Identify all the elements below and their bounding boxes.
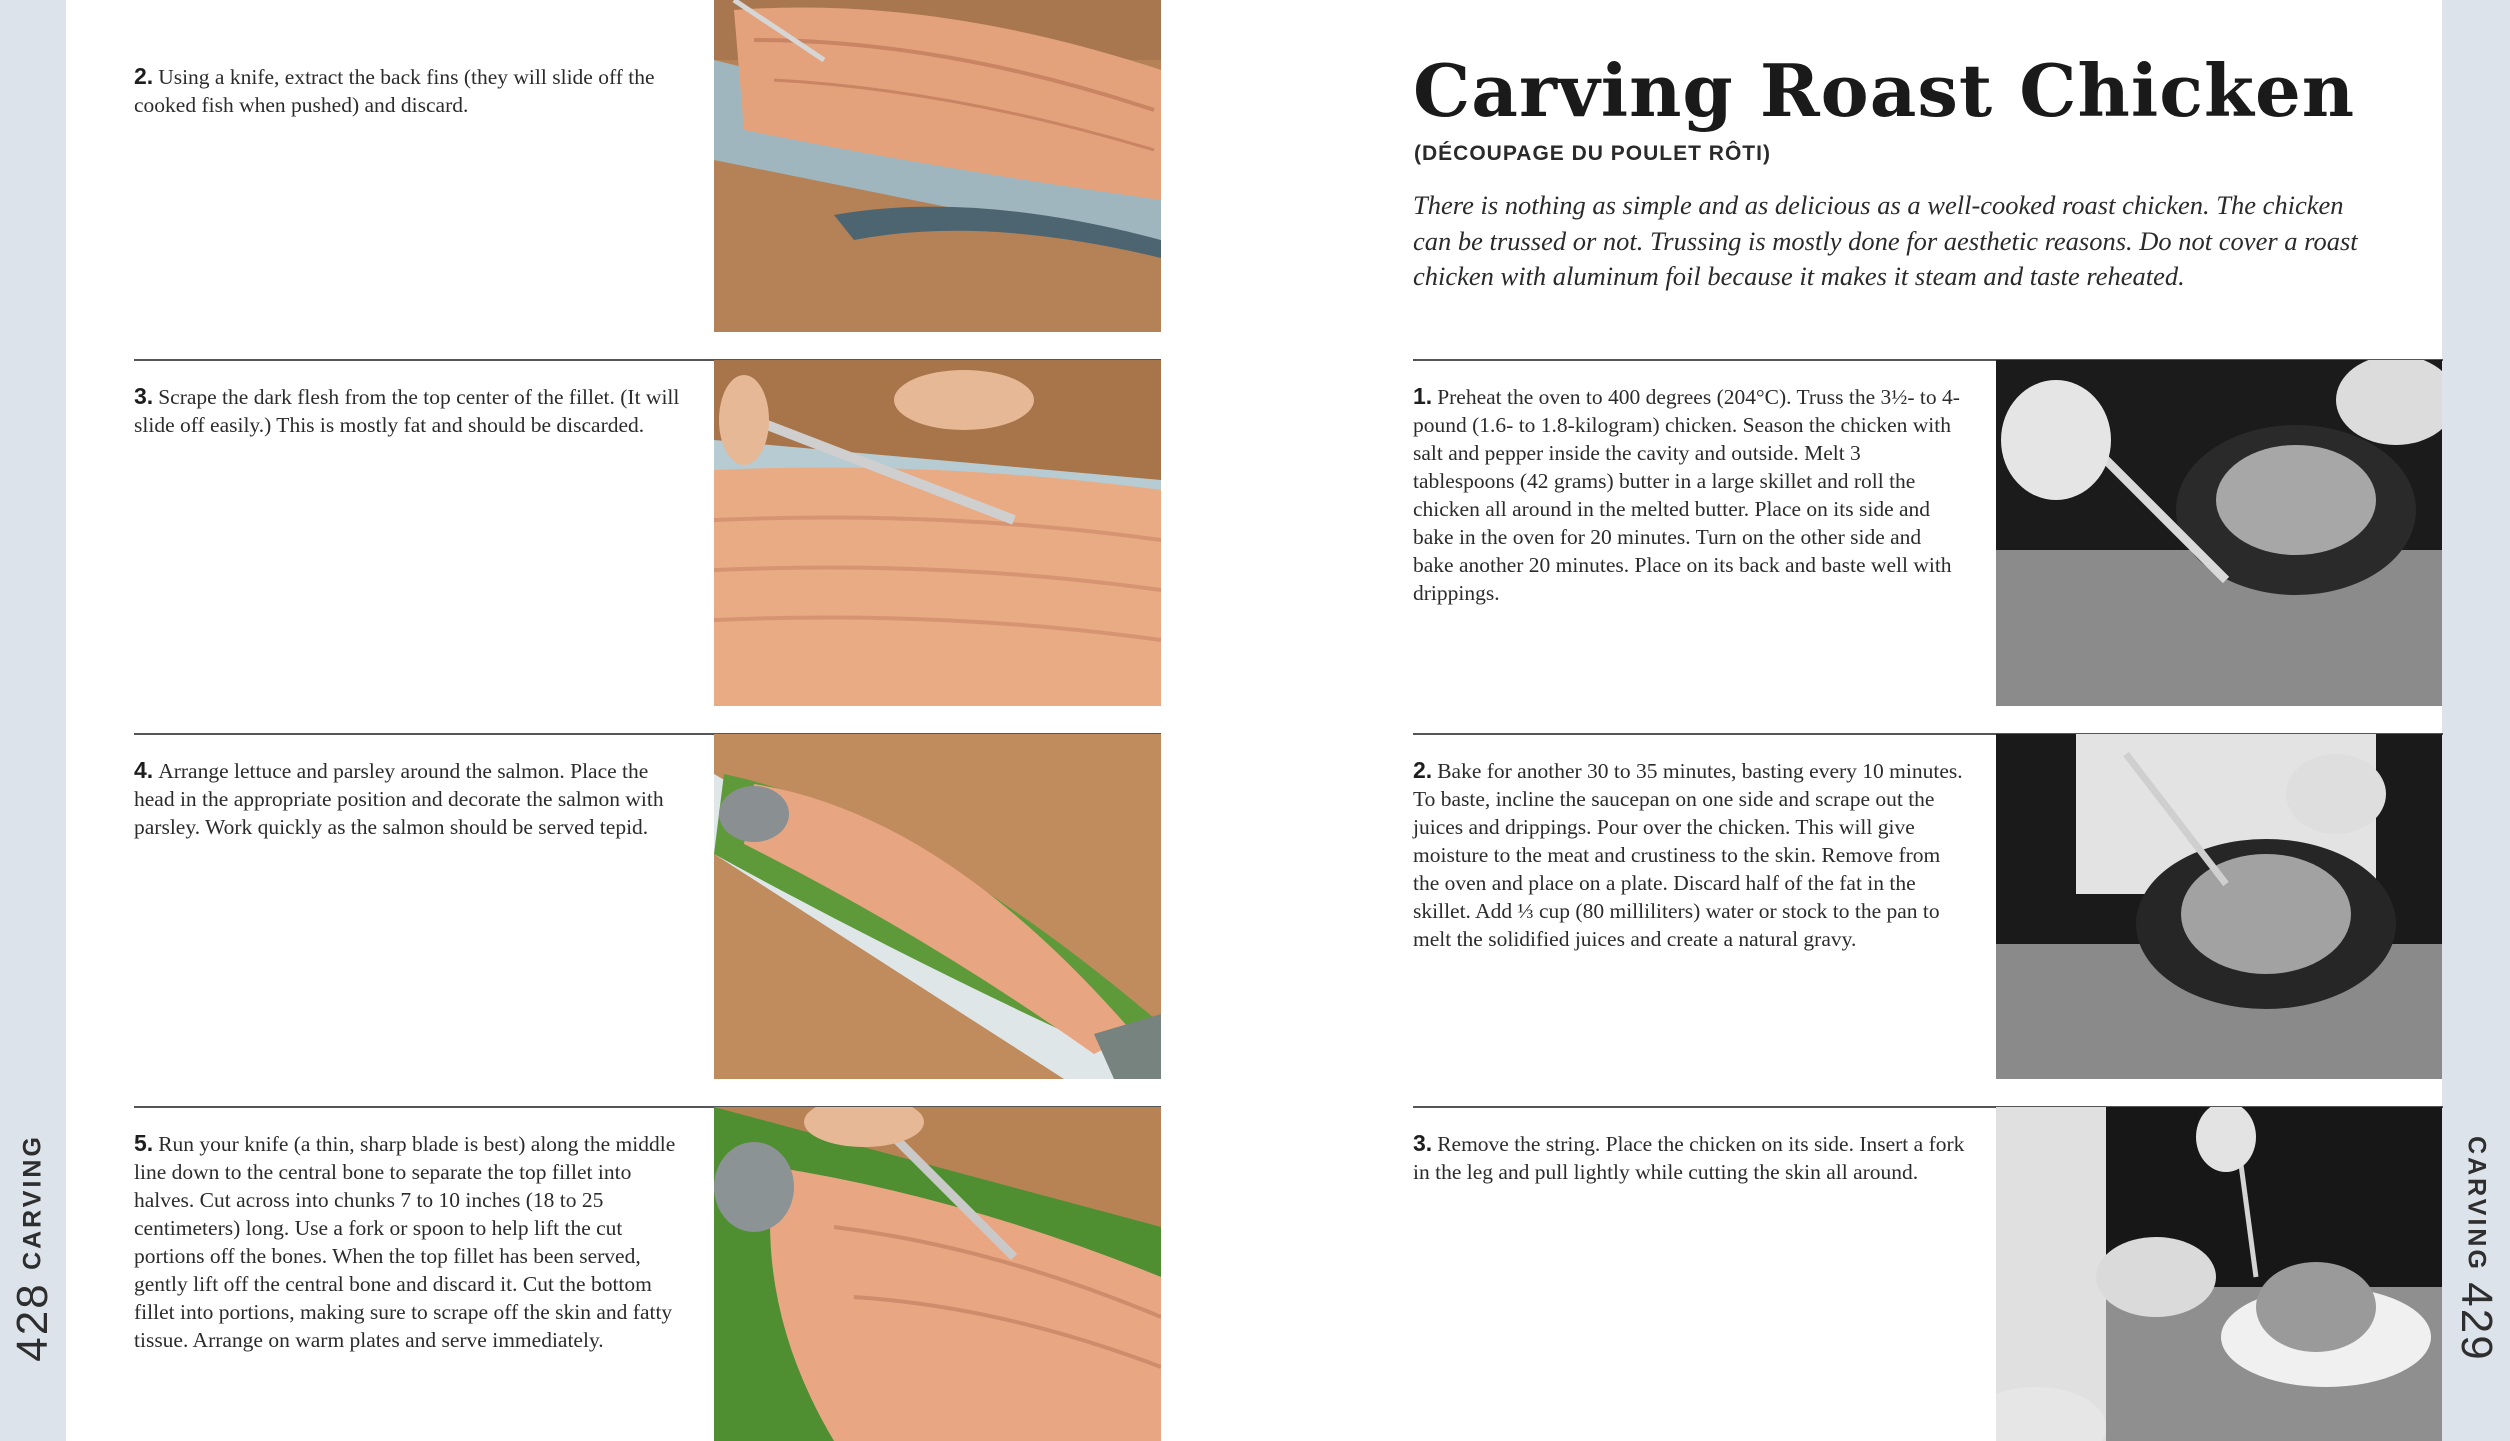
step-text: Bake for another 30 to 35 minutes, basting every 10 minutes. To baste, incline the saucepan on one side and scrape out the juices and drippings. Pour over the chicken. This will give moisture to the meat and crustiness to the skin. Remove from the oven and place on a plate. Discard half of the fat in the skillet. Add ⅓ cup (80 milliliters) water or stock to the pan to melt the solidified juices and create a natural gravy. — [1413, 759, 1963, 951]
step-text: Run your knife (a thin, sharp blade is best) along the middle line down to the central bone to separate the top fillet into halves. Cut across into chunks 7 to 10 inches (18 to 25 centimeters) long. Use a fork or spoon to help lift the cut portions off the bones. When the top fillet has been served, gently lift off the central bone and discard it. Cut the bottom fillet into portions, making sure to scrape off the skin and fatty tissue. Arrange on warm plates and serve immediately. — [134, 1132, 676, 1352]
page-number-right: 429 — [2452, 1282, 2501, 1362]
page-number-left: 428 — [8, 1282, 57, 1362]
right-step-3 — [1413, 1129, 1965, 1186]
section-label-left: CARVING — [18, 1134, 47, 1270]
section-label-right: CARVING — [2462, 1136, 2491, 1272]
page-title: Carving Roast Chicken — [1413, 48, 2356, 133]
photo-chicken-basting — [1996, 360, 2442, 706]
step-number: 2. — [1413, 757, 1433, 783]
photo-salmon-fins — [714, 0, 1161, 332]
right-step-2 — [1413, 756, 1965, 953]
photo-salmon-scraping — [714, 360, 1161, 706]
right-step-1 — [1413, 382, 1965, 607]
left-step-3 — [134, 382, 680, 439]
left-step-5 — [134, 1129, 680, 1354]
step-text: Remove the string. Place the chicken on its side. Insert a fork in the leg and pull lightly while cutting the skin all around. — [1413, 1132, 1965, 1184]
step-number: 3. — [1413, 1130, 1433, 1156]
step-number: 5. — [134, 1130, 154, 1156]
photo-chicken-roasting — [1996, 734, 2442, 1079]
page-subtitle: (DÉCOUPAGE DU POULET RÔTI) — [1414, 142, 1771, 165]
intro-paragraph: There is nothing as simple and as delicious as a well-cooked roast chicken. The chicken can be trussed or not. Trussing is mostly done for aesthetic reasons. Do not cover a roast chicken with aluminum foil because it makes it steam and taste reheated. — [1413, 190, 2358, 291]
step-text: Preheat the oven to 400 degrees (204°C). Truss the 3½- to 4-pound (1.6- to 1.8-kilogram) chicken. Season the chicken with salt and pepper inside the cavity and outside. Melt 3 tablespoons (42 grams) butter in a large skillet and roll the chicken all around in the melted butter. Place on its side and bake in the oven for 20 minutes. Turn on the other side and bake another 20 minutes. Place on its back and baste well with drippings. — [1413, 385, 1960, 605]
left-step-2 — [134, 62, 680, 119]
photo-salmon-garnished — [714, 734, 1161, 1079]
photo-chicken-carving — [1996, 1107, 2442, 1441]
step-text: Scrape the dark flesh from the top center of the fillet. (It will slide off easily.) This is mostly fat and should be discarded. — [134, 385, 680, 437]
photo-salmon-portioning — [714, 1107, 1161, 1441]
step-number: 1. — [1413, 383, 1433, 409]
step-text: Using a knife, extract the back fins (they will slide off the cooked fish when pushed) and discard. — [134, 65, 655, 117]
step-number: 3. — [134, 383, 154, 409]
step-number: 4. — [134, 757, 154, 783]
left-step-4 — [134, 756, 680, 841]
step-text: Arrange lettuce and parsley around the salmon. Place the head in the appropriate position and decorate the salmon with parsley. Work quickly as the salmon should be served tepid. — [134, 759, 664, 839]
step-number: 2. — [134, 63, 154, 89]
